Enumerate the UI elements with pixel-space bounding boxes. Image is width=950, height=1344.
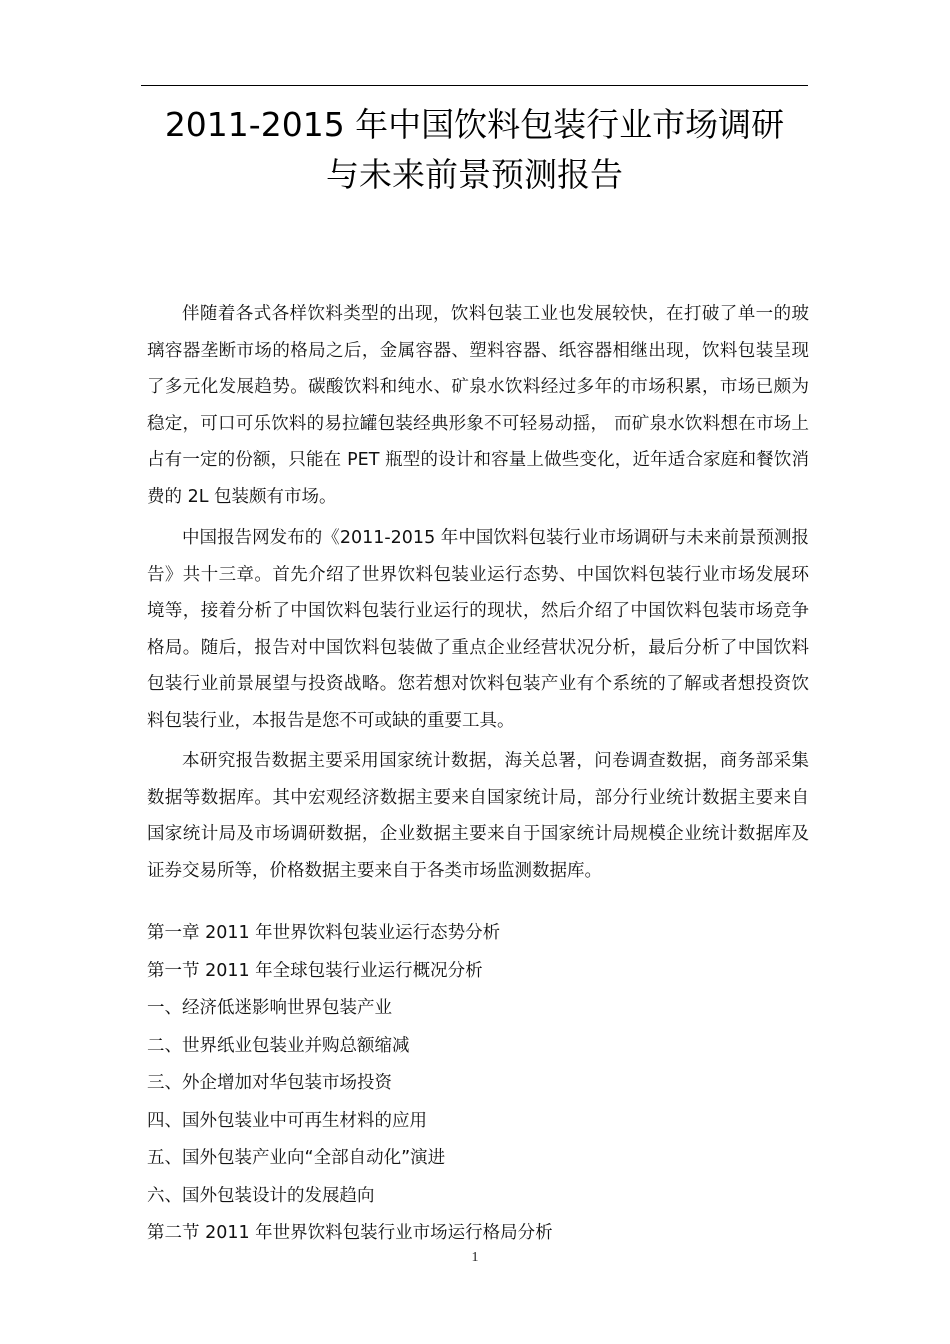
toc-item-2: 二、世界纸业包装业并购总额缩减 <box>147 1035 410 1056</box>
intro-paragraph-2: 中国报告网发布的《2011-2015 年中国饮料包装行业市场调研与未来前景预测报告》共十三章。首先介绍了世界饮料包装业运行态势、中国饮料包装行业市场发展环境等，接着分析了中国饮料包装行业运行的现状，然后介绍了中国饮料包装市场竞争格局。随后，报告对中国饮料包装做了重点企业经营状况分析，最后分析了中国饮料包装行业前景展望与投资战略。您若想对饮料包装产业有个系统的了解或者想投资饮料包装行业，本报告是您不可或缺的重要工具。 <box>147 528 809 731</box>
toc-section-1: 第一节 2011 年全球包装行业运行概况分析 <box>147 960 483 981</box>
toc-section-2: 第二节 2011 年世界饮料包装行业市场运行格局分析 <box>147 1223 553 1243</box>
page-number: 1 <box>471 1250 479 1265</box>
toc-item-3: 三、外企增加对华包装市场投资 <box>147 1073 392 1093</box>
toc-item-5: 五、国外包装产业向“全部自动化”演进 <box>147 1148 446 1168</box>
document-title <box>141 100 808 200</box>
toc-item-4: 四、国外包装业中可再生材料的应用 <box>147 1110 427 1131</box>
header-rule <box>141 85 808 86</box>
title-line-1: 2011-2015 年中国饮料包装行业市场调研 <box>164 105 785 144</box>
table-of-contents <box>147 915 809 1253</box>
intro-paragraph-3: 本研究报告数据主要采用国家统计数据，海关总署，问卷调查数据，商务部采集数据等数据库。其中宏观经济数据主要来自国家统计局，部分行业统计数据主要来自国家统计局及市场调研数据，企业数据主要来自于国家统计局规模企业统计数据库及证券交易所等，价格数据主要来自于各类市场监测数据库。 <box>147 751 809 881</box>
toc-chapter-1: 第一章 2011 年世界饮料包装业运行态势分析 <box>147 923 501 943</box>
toc-item-6: 六、国外包装设计的发展趋向 <box>147 1185 375 1206</box>
intro-paragraph-1: 伴随着各式各样饮料类型的出现，饮料包装工业也发展较快，在打破了单一的玻璃容器垄断市场的格局之后，金属容器、塑料容器、纸容器相继出现，饮料包装呈现了多元化发展趋势。碳酸饮料和纯水、矿泉水饮料经过多年的市场积累，市场已颇为稳定，可口可乐饮料的易拉罐包装经典形象不可轻易动摇， 而矿泉水饮料想在市场上占有一定的份额，只能在 PET 瓶型的设计和容量上做些变化，近年适合家庭和餐饮消费的 2L 包装颇有市场。 <box>147 304 809 507</box>
title-line-2: 与未来前景预测报告 <box>326 155 623 194</box>
toc-item-1: 一、经济低迷影响世界包装产业 <box>147 998 392 1018</box>
